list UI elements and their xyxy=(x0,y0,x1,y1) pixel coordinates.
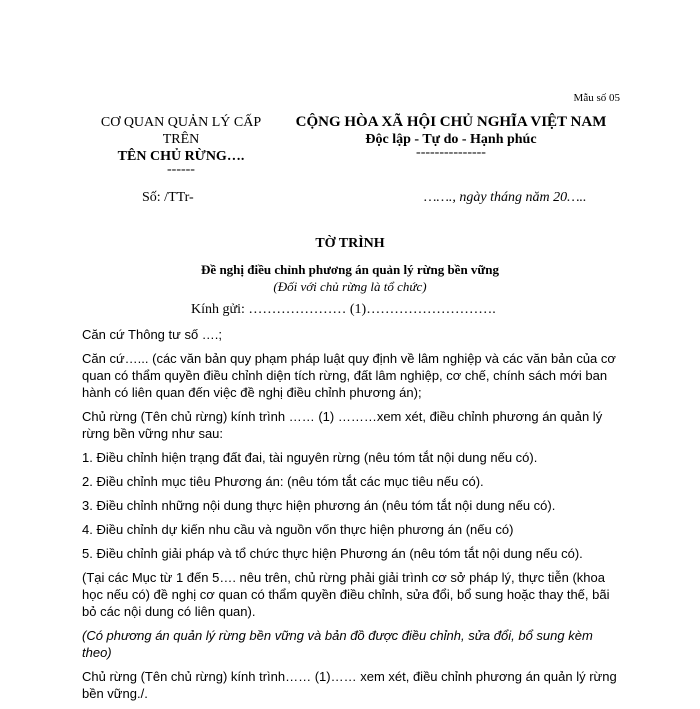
left-divider: ------ xyxy=(167,162,195,177)
document-subtitle-note: (Đối với chủ rừng là tổ chức) xyxy=(273,279,427,294)
document-title: TỜ TRÌNH xyxy=(315,236,385,251)
list-item: 3. Điều chỉnh những nội dung thực hiện phương án (nêu tóm tắt nội dung nếu có). xyxy=(82,498,556,513)
list-item: 5. Điều chỉnh giải pháp và tổ chức thực hiện Phương án (nêu tóm tắt nội dung nếu có). xyxy=(82,546,583,561)
right-divider: --------------- xyxy=(416,145,486,160)
closing-paragraph: Chủ rừng (Tên chủ rừng) kính trình…… (1)…… xem xét, điều chỉnh phương án quản lý rừng bền vững./. xyxy=(82,669,617,701)
list-item: 4. Điều chỉnh dự kiến nhu cầu và nguồn vốn thực hiện phương án (nếu có) xyxy=(82,522,514,537)
list-item: 1. Điều chỉnh hiện trạng đất đai, tài nguyên rừng (nêu tóm tắt nội dung nếu có). xyxy=(82,450,538,465)
national-motto: Độc lập - Tự do - Hạnh phúc xyxy=(365,132,537,147)
paragraph: (Tại các Mục từ 1 đến 5…. nêu trên, chủ rừng phải giải trình cơ sở pháp lý, thực tiễn (khoa học nếu có) đề nghị cơ quan có thẩm quyền điều chỉnh, sửa đổi, bổ sung hoặc thay thế, bãi bỏ các nội dung có liên quan). xyxy=(82,570,610,619)
attachment-note: (Có phương án quản lý rừng bền vững và bản đồ được điều chỉnh, sửa đổi, bổ sung kèm theo) xyxy=(82,628,593,660)
recipient-line: Kính gửi: ………………… (1)………………………. xyxy=(191,302,496,317)
agency-name: CƠ QUAN QUẢN LÝ CẤP TRÊN xyxy=(100,115,262,147)
nation-name: CỘNG HÒA XÃ HỘI CHỦ NGHĨA VIỆT NAM xyxy=(295,114,607,130)
paragraph: Căn cứ…... (các văn bản quy phạm pháp luật quy định về lâm nghiệp và các văn bản của cơ quan có thẩm quyền điều chỉnh diện tích rừng, đất lâm nghiệp, cơ chế, chính sách mới ban hành có liên quan đến việc đề nghị điều chỉnh phương án); xyxy=(82,351,616,400)
document-date: ……., ngày tháng năm 20….. xyxy=(424,190,587,205)
document-subtitle: Đề nghị điều chỉnh phương án quản lý rừng bền vững xyxy=(201,262,499,277)
form-number: Mẫu số 05 xyxy=(573,92,620,104)
issuing-agency-header xyxy=(82,114,280,175)
forest-owner-name: TÊN CHỦ RỪNG…. xyxy=(117,149,245,164)
national-header xyxy=(286,114,616,158)
document-number: Số: /TTr- xyxy=(142,190,194,205)
paragraph: Căn cứ Thông tư số ….; xyxy=(82,327,223,342)
document-body xyxy=(82,326,622,709)
list-item: 2. Điều chỉnh mục tiêu Phương án: (nêu tóm tắt các mục tiêu nếu có). xyxy=(82,474,484,489)
paragraph: Chủ rừng (Tên chủ rừng) kính trình …… (1) ………xem xét, điều chỉnh phương án quản lý rừng bền vững như sau: xyxy=(82,409,603,441)
